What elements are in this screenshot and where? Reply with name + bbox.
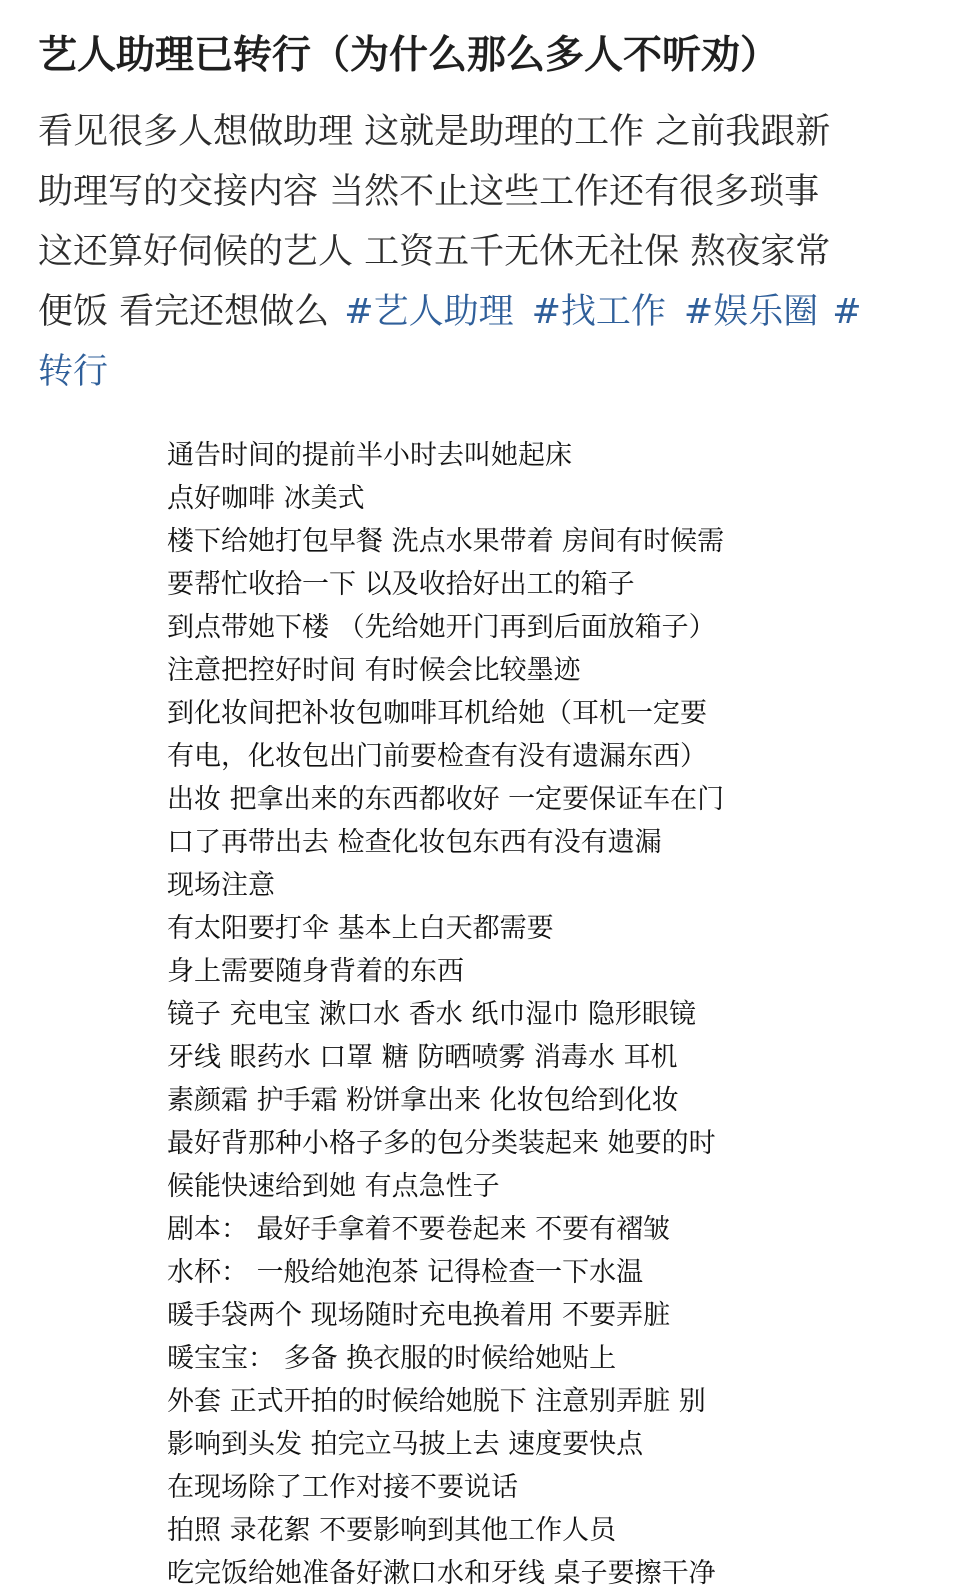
image-text-line: 暖手袋两个 现场随时充电换着用 不要弄脏 bbox=[167, 1300, 671, 1331]
post-body-line-tag-wrap bbox=[38, 342, 938, 402]
post-body-line-with-tags bbox=[38, 282, 938, 342]
image-text-line: 到化妆间把补妆包咖啡耳机给她（耳机一定要 bbox=[167, 698, 707, 729]
hashtag-link-entertainment[interactable]: #娱乐圈 bbox=[683, 292, 819, 332]
image-text-line: 牙线 眼药水 口罩 糖 防晒喷雾 消毒水 耳机 bbox=[167, 1042, 678, 1073]
image-text-line: 点好咖啡 冰美式 bbox=[167, 483, 365, 514]
image-text-line: 拍照 录花絮 不要影响到其他工作人员 bbox=[167, 1515, 617, 1546]
post-body-line: 看见很多人想做助理 这就是助理的工作 之前我跟新 bbox=[38, 112, 831, 152]
post-body bbox=[38, 102, 938, 402]
image-text-line: 有太阳要打伞 基本上白天都需要 bbox=[167, 913, 554, 944]
image-text-line: 到点带她下楼 （先给她开门再到后面放箱子） bbox=[167, 612, 716, 643]
image-text-line: 剧本： 最好手拿着不要卷起来 不要有褶皱 bbox=[167, 1214, 671, 1245]
image-text-line: 注意把控好时间 有时候会比较墨迹 bbox=[167, 655, 581, 686]
image-text-line: 水杯： 一般给她泡茶 记得检查一下水温 bbox=[167, 1257, 644, 1288]
hashtag-link-career-change[interactable]: 转行 bbox=[38, 352, 109, 392]
image-text-line: 要帮忙收拾一下 以及收拾好出工的箱子 bbox=[167, 569, 635, 600]
image-text-line: 口了再带出去 检查化妆包东西有没有遗漏 bbox=[167, 827, 662, 858]
image-text-line: 候能快速给到她 有点急性子 bbox=[167, 1171, 500, 1202]
image-text-line: 出妆 把拿出来的东西都收好 一定要保证车在门 bbox=[167, 784, 725, 815]
image-text-line: 通告时间的提前半小时去叫她起床 bbox=[167, 440, 572, 471]
post-title: 艺人助理已转行（为什么那么多人不听劝） bbox=[38, 33, 780, 78]
hashtag-link-find-job[interactable]: #找工作 bbox=[531, 292, 666, 332]
image-text-line: 外套 正式开拍的时候给她脱下 注意别弄脏 别 bbox=[167, 1386, 706, 1417]
image-text-line: 素颜霜 护手霜 粉饼拿出来 化妆包给到化妆 bbox=[167, 1085, 679, 1116]
image-text-line: 有电，化妆包出门前要检查有没有遗漏东西） bbox=[167, 741, 707, 772]
image-text-line: 在现场除了工作对接不要说话 bbox=[167, 1472, 518, 1503]
hashtag-link-artist-assistant[interactable]: #艺人助理 bbox=[344, 292, 514, 332]
image-text-line: 现场注意 bbox=[167, 870, 275, 901]
image-text-line: 身上需要随身背着的东西 bbox=[167, 956, 464, 987]
image-text-line: 暖宝宝： 多备 换衣服的时候给她贴上 bbox=[167, 1343, 617, 1374]
image-text-line: 镜子 充电宝 漱口水 香水 纸巾湿巾 隐形眼镜 bbox=[167, 999, 696, 1030]
image-text-line: 楼下给她打包早餐 洗点水果带着 房间有时候需 bbox=[167, 526, 725, 557]
post-image[interactable] bbox=[0, 420, 970, 1589]
image-text-line: 吃完饭给她准备好漱口水和牙线 桌子要擦干净 bbox=[167, 1558, 716, 1589]
image-text-line: 最好背那种小格子多的包分类装起来 她要的时 bbox=[167, 1128, 716, 1159]
post-body-line: 这还算好伺候的艺人 工资五千无休无社保 熬夜家常 bbox=[38, 232, 831, 272]
post-body-line: 助理写的交接内容 当然不止这些工作还有很多琐事 bbox=[38, 172, 820, 212]
image-text-line: 影响到头发 拍完立马披上去 速度要快点 bbox=[167, 1429, 644, 1460]
post-body-text: 便饭 看完还想做么 bbox=[38, 292, 341, 332]
image-text-content bbox=[167, 434, 927, 1595]
hashtag-link-career-change-hash[interactable]: # bbox=[832, 292, 862, 332]
